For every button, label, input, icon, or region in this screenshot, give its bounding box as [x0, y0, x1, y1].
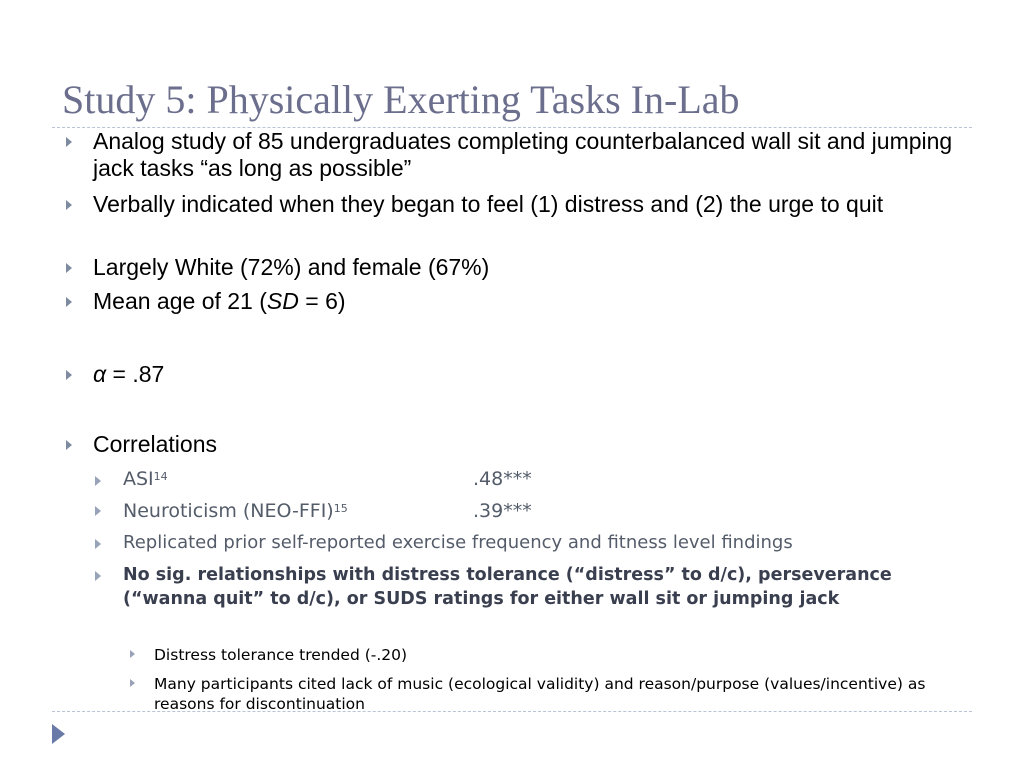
slide-title: Study 5: Physically Exerting Tasks In-Lab — [62, 77, 740, 122]
sub-bullet-arrow-icon — [95, 476, 101, 486]
slide-corner-arrow-icon — [52, 724, 65, 744]
correlation-neuroticism-value: .39*** — [473, 500, 532, 522]
bullet-alpha: α = .87 — [93, 361, 165, 387]
bullet-arrow-icon — [66, 137, 72, 147]
bullet-mean-age: Mean age of 21 (SD = 6) — [93, 288, 346, 314]
bullet-arrow-icon — [66, 440, 72, 450]
footer-divider — [52, 711, 972, 712]
correlation-neuroticism: Neuroticism $(NEO-FFI)^{15}$ .39*** — [123, 500, 532, 522]
sub-sub-bullet-reasons: Many participants cited lack of music (ecological validity) and reason/purpose (values/incentive) as reasons for discontinuation — [154, 675, 926, 713]
sub-bullet-arrow-icon — [95, 571, 101, 581]
correlation-asi: ASI$^{14}$ .48*** — [123, 468, 532, 490]
sub-sub-bullet-arrow-icon — [130, 679, 135, 687]
bullet-procedure: Verbally indicated when they began to feel (1) distress and (2) the urge to quit — [93, 191, 884, 217]
bullet-correlations: Correlations — [93, 431, 217, 457]
sub-sub-bullet-trended: Distress tolerance trended (-.20) — [154, 646, 408, 664]
sub-bullet-no-sig: No sig. relationships with distress tolerance (“distress” to d/c), perseverance (“wanna quit” to d/c), or SUDS ratings for either wall sit or jumping jack — [123, 565, 892, 609]
bullet-arrow-icon — [66, 370, 72, 380]
sub-bullet-arrow-icon — [95, 506, 101, 516]
sub-sub-bullet-arrow-icon — [130, 650, 135, 658]
sub-bullet-arrow-icon — [95, 539, 101, 549]
bullet-arrow-icon — [66, 200, 72, 210]
bullet-arrow-icon — [66, 263, 72, 273]
bullet-demographics: Largely White (72%) and female (67%) — [93, 254, 490, 280]
sub-bullet-replicated: Replicated prior self-reported exercise frequency and fitness level findings — [123, 532, 793, 553]
bullet-arrow-icon — [66, 297, 72, 307]
correlation-asi-value: .48*** — [473, 468, 532, 490]
bullet-study-design: Analog study of 85 undergraduates completing counterbalanced wall sit and jumping jack tasks “as long as possible” — [93, 128, 953, 181]
